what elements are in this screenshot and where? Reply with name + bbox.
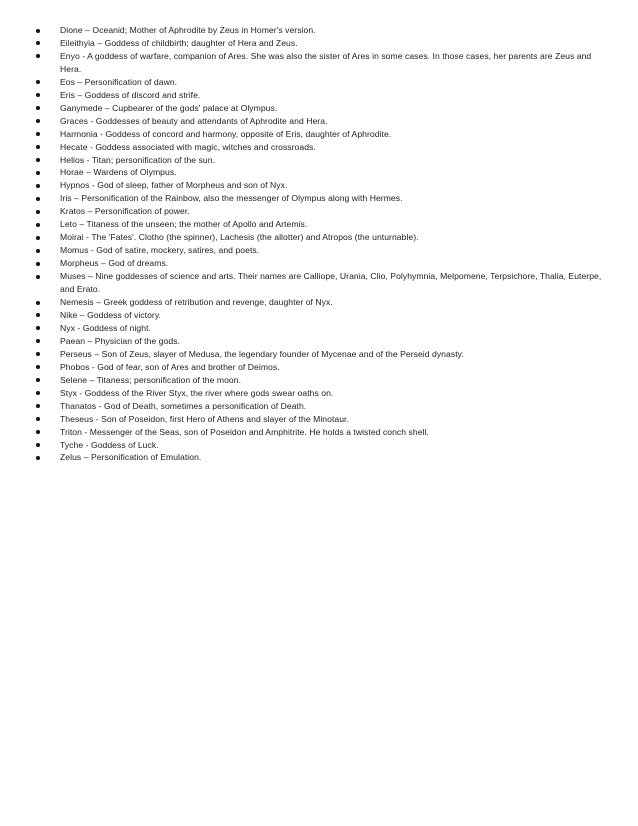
list-item — [36, 89, 606, 102]
list-item-text: Horae – Wardens of Olympus. — [60, 167, 177, 178]
bullet-icon — [36, 210, 40, 214]
list-item — [36, 115, 606, 128]
bullet-icon — [36, 132, 40, 136]
bullet-icon — [36, 301, 40, 305]
list-item-text: Nike – Goddess of victory. — [60, 309, 161, 320]
list-item — [36, 102, 606, 115]
list-item — [36, 37, 606, 50]
bullet-icon — [36, 236, 40, 240]
list-item — [36, 270, 606, 296]
list-item — [36, 361, 606, 374]
list-item-text: Zelus – Personification of Emulation. — [60, 452, 202, 463]
bullet-icon — [36, 249, 40, 253]
list-item-text: Paean – Physician of the gods. — [60, 335, 180, 346]
bullet-icon — [36, 326, 40, 330]
list-item-text: Enyo - A goddess of warfare, companion of Ares. She was also the sister of Ares in some cases. In those cases, her parents are Zeus and Hera. — [60, 50, 592, 74]
list-item — [36, 179, 606, 192]
list-item — [36, 426, 606, 439]
list-item-text: Thanatos - God of Death, sometimes a personification of Death. — [60, 400, 307, 411]
bullet-icon — [36, 145, 40, 149]
bullet-icon — [36, 41, 40, 45]
bullet-icon — [36, 223, 40, 227]
list-item — [36, 348, 606, 361]
bullet-icon — [36, 29, 40, 33]
list-item — [36, 387, 606, 400]
bullet-icon — [36, 443, 40, 447]
bullet-icon — [36, 184, 40, 188]
bullet-icon — [36, 119, 40, 123]
list-item-text: Perseus – Son of Zeus, slayer of Medusa, the legendary founder of Mycenae and of the Perseid dynasty. — [60, 348, 464, 359]
list-item — [36, 141, 606, 154]
list-item-text: Ganymede – Cupbearer of the gods' palace at Olympus. — [60, 102, 278, 113]
bullet-icon — [36, 197, 40, 201]
list-item-text: Dione – Oceanid; Mother of Aphrodite by Zeus in Homer's version. — [60, 25, 316, 35]
list-item — [36, 439, 606, 452]
list-item-text: Triton - Messenger of the Seas, son of Poseidon and Amphitrite. He holds a twisted conch shell. — [60, 426, 429, 437]
list-item — [36, 231, 606, 244]
list-item-text: Moirai - The 'Fates'. Clotho (the spinner), Lachesis (the allotter) and Atropos (the unturnable). — [60, 232, 419, 243]
list-item — [36, 296, 606, 309]
bullet-icon — [36, 404, 40, 408]
bullet-icon — [36, 80, 40, 84]
list-item — [36, 335, 606, 348]
list-item — [36, 451, 606, 464]
bullet-icon — [36, 365, 40, 369]
list-item — [36, 166, 606, 179]
list-item-text: Hecate - Goddess associated with magic, witches and crossroads. — [60, 141, 316, 152]
list-item-text: Nemesis – Greek goddess of retribution and revenge, daughter of Nyx. — [60, 297, 333, 308]
bullet-icon — [36, 54, 40, 58]
list-item-text: Leto – Titaness of the unseen; the mother of Apollo and Artemis. — [60, 219, 308, 230]
list-item — [36, 374, 606, 387]
list-item-text: Iris – Personification of the Rainbow, also the messenger of Olympus along with Hermes. — [60, 193, 403, 204]
bullet-icon — [36, 456, 40, 460]
bullet-icon — [36, 391, 40, 395]
list-item-text: Harmonia - Goddess of concord and harmony, opposite of Eris, daughter of Aphrodite. — [60, 128, 392, 139]
list-item-text: Morpheus – God of dreams. — [60, 258, 169, 269]
bullet-icon — [36, 352, 40, 356]
list-item — [36, 128, 606, 141]
list-item-text: Kratos – Personification of power. — [60, 206, 190, 217]
list-item — [36, 205, 606, 218]
bullet-icon — [36, 106, 40, 110]
bullet-icon — [36, 171, 40, 175]
list-item — [36, 413, 606, 426]
bullet-icon — [36, 378, 40, 382]
list-item-text: Muses – Nine goddesses of science and arts. Their names are Calliope, Urania, Clio, Polyhymnia, Melpomene, Terpsichore, Thalia, Euterpe, and Erato. — [60, 271, 602, 295]
list-item-text: Momus - God of satire, mockery, satires, and poets. — [60, 245, 260, 256]
list-item-text: Theseus - Son of Poseidon, first Hero of Athens and slayer of the Minotaur. — [60, 413, 349, 424]
bullet-icon — [36, 430, 40, 434]
list-item-text: Helios - Titan; personification of the sun. — [60, 154, 216, 165]
list-item-text: Eos – Personification of dawn. — [60, 76, 178, 87]
list-item — [36, 309, 606, 322]
gods-bullet-list — [36, 24, 606, 464]
bullet-icon — [36, 158, 40, 162]
list-item-text: Eris – Goddess of discord and strife. — [60, 89, 201, 100]
list-item — [36, 322, 606, 335]
list-item — [36, 192, 606, 205]
list-item-text: Selene – Titaness; personification of the moon. — [60, 374, 242, 385]
list-item — [36, 244, 606, 257]
list-item — [36, 50, 606, 76]
list-item-text: Graces - Goddesses of beauty and attendants of Aphrodite and Hera. — [60, 115, 328, 126]
list-item — [36, 76, 606, 89]
bullet-icon — [36, 339, 40, 343]
list-item — [36, 24, 606, 37]
list-item-text: Hypnos - God of sleep, father of Morpheus and son of Nyx. — [60, 180, 288, 191]
bullet-icon — [36, 313, 40, 317]
bullet-icon — [36, 262, 40, 266]
list-item-text: Nyx - Goddess of night. — [60, 322, 151, 333]
list-item — [36, 218, 606, 231]
bullet-icon — [36, 93, 40, 97]
list-item-text: Tyche - Goddess of Luck. — [60, 439, 159, 450]
list-item-text: Phobos - God of fear, son of Ares and brother of Deimos. — [60, 361, 280, 372]
bullet-icon — [36, 417, 40, 421]
list-item — [36, 154, 606, 167]
list-item-text: Styx - Goddess of the River Styx, the river where gods swear oaths on. — [60, 387, 334, 398]
list-item — [36, 257, 606, 270]
bullet-icon — [36, 275, 40, 279]
list-item-text: Eileithyia – Goddess of childbirth; daughter of Hera and Zeus. — [60, 37, 298, 48]
list-item — [36, 400, 606, 413]
